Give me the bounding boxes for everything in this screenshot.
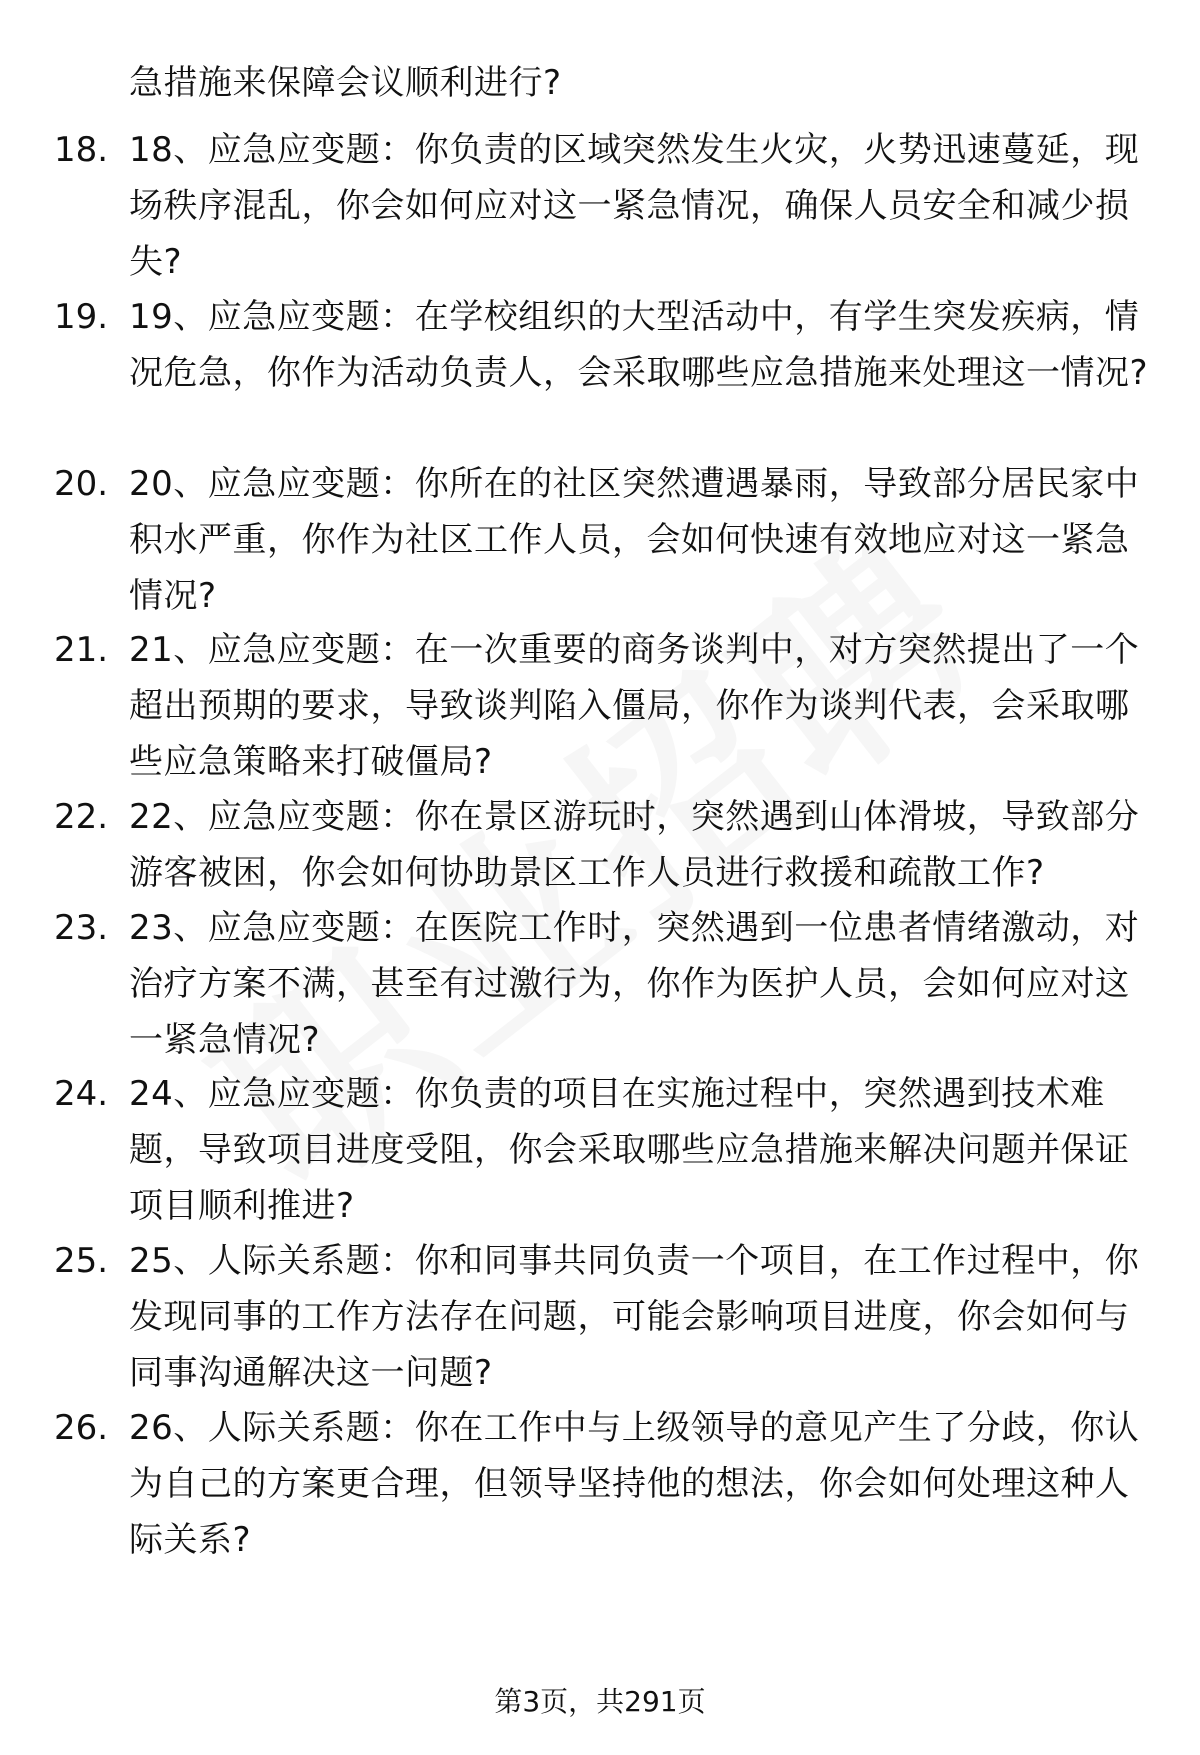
item-text: 19、应急应变题：在学校组织的大型活动中，有学生突发疾病，情况危急，你作为活动负责人，会采取哪些应急措施来处理这一情况? <box>129 297 1149 393</box>
item-number: 20. <box>54 464 109 504</box>
item-number: 18. <box>54 130 109 170</box>
item-number: 25. <box>54 1241 109 1281</box>
item-text: 20、应急应变题：你所在的社区突然遭遇暴雨，导致部分居民家中积水严重，你作为社区工作人员，会如何快速有效地应对这一紧急情况? <box>129 464 1140 616</box>
item-text: 21、应急应变题：在一次重要的商务谈判中，对方突然提出了一个超出预期的要求，导致谈判陷入僵局，你作为谈判代表，会采取哪些应急策略来打破僵局? <box>129 630 1140 782</box>
continued-text: 急措施来保障会议顺利进行? <box>129 63 562 103</box>
item-number: 22. <box>54 797 109 837</box>
item-number: 19. <box>54 297 109 337</box>
item-number: 26. <box>54 1408 109 1448</box>
item-number: 24. <box>54 1074 109 1114</box>
item-number: 21. <box>54 630 109 670</box>
item-text: 22、应急应变题：你在景区游玩时，突然遇到山体滑坡，导致部分游客被困，你会如何协助景区工作人员进行救援和疏散工作? <box>129 797 1140 893</box>
item-text: 25、人际关系题：你和同事共同负责一个项目，在工作过程中，你发现同事的工作方法存在问题，可能会影响项目进度，你会如何与同事沟通解决这一问题? <box>129 1241 1140 1393</box>
item-text: 24、应急应变题：你负责的项目在实施过程中，突然遇到技术难题，导致项目进度受阻，你会采取哪些应急措施来解决问题并保证项目顺利推进? <box>129 1074 1130 1226</box>
item-text: 23、应急应变题：在医院工作时，突然遇到一位患者情绪激动，对治疗方案不满，甚至有过激行为，你作为医护人员，会如何应对这一紧急情况? <box>129 908 1140 1060</box>
item-text: 18、应急应变题：你负责的区域突然发生火灾，火势迅速蔓延，现场秩序混乱，你会如何应对这一紧急情况，确保人员安全和减少损失? <box>129 130 1140 282</box>
item-text: 26、人际关系题：你在工作中与上级领导的意见产生了分歧，你认为自己的方案更合理，但领导坚持他的想法，你会如何处理这种人际关系? <box>129 1408 1140 1560</box>
item-number: 23. <box>54 908 109 948</box>
page-footer: 第3页，共291页 <box>494 1685 706 1718</box>
